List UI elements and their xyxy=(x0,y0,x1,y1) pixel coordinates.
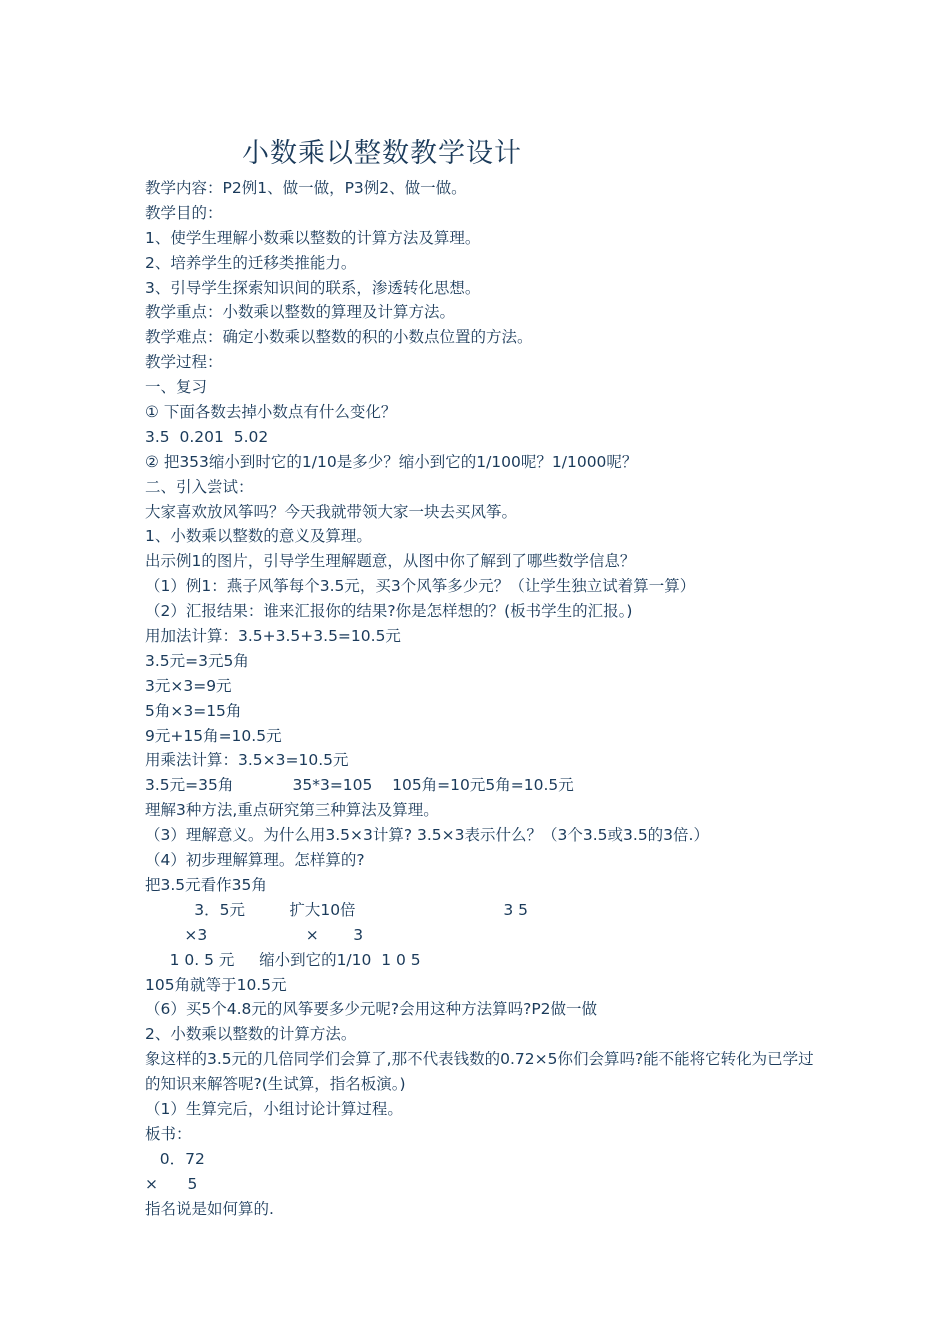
content-line: 教学内容：P2例1、做一做，P3例2、做一做。 xyxy=(145,179,467,197)
section-heading: 二、引入尝试： xyxy=(145,477,254,496)
text-line: 3.5 0.201 5.02 xyxy=(145,427,269,446)
subsection-heading: 2、小数乘以整数的计算方法。 xyxy=(145,1025,357,1044)
section-heading: 一、复习 xyxy=(145,378,208,397)
text-line: 用乘法计算：3.5×3=10.5元 xyxy=(145,751,349,770)
objectives-heading: 教学目的： xyxy=(145,203,223,222)
vertical-calc-line: ×3 × 3 xyxy=(145,925,364,944)
text-line: 3.5元=35角 35*3=105 105角=10元5角=10.5元 xyxy=(145,776,574,795)
process-heading: 教学过程： xyxy=(145,353,223,372)
objective-item: 2、培养学生的迁移类推能力。 xyxy=(145,253,357,272)
text-line: （2）汇报结果：谁来汇报你的结果?你是怎样想的？(板书学生的汇报。) xyxy=(145,602,633,621)
objective-item: 1、使学生理解小数乘以整数的计算方法及算理。 xyxy=(145,228,481,247)
vertical-calc-line: 3．5元 扩大10倍 3 5 xyxy=(145,900,529,919)
text-line: （1）例1：燕子风筝每个3.5元，买3个风筝多少元？（让学生独立试着算一算） xyxy=(145,577,696,596)
key-point-line: 教学重点：小数乘以整数的算理及计算方法。 xyxy=(145,303,456,322)
text-line: 大家喜欢放风筝吗？今天我就带领大家一块去买风筝。 xyxy=(145,502,518,521)
text-line: 出示例1的图片，引导学生理解题意，从图中你了解到了哪些数学信息？ xyxy=(145,552,636,571)
text-line: 3元×3=9元 xyxy=(145,676,232,695)
text-line: 5角×3=15角 xyxy=(145,701,242,720)
text-line: 板书： xyxy=(145,1124,192,1143)
vertical-calc-line: 1 0. 5 元 缩小到它的1/10 1 0 5 xyxy=(145,950,421,969)
text-line: ① 下面各数去掉小数点有什么变化？ xyxy=(145,403,397,422)
text-line: 3.5元=3元5角 xyxy=(145,651,249,670)
text-line: （4）初步理解算理。怎样算的? xyxy=(145,851,365,870)
text-line: 9元+15角=10.5元 xyxy=(145,726,282,745)
text-line: 105角就等于10.5元 xyxy=(145,975,287,994)
subsection-heading: 1、小数乘以整数的意义及算理。 xyxy=(145,527,372,546)
document-title: 小数乘以整数教学设计 xyxy=(242,138,522,169)
text-line: 把3.5元看作35角 xyxy=(145,875,267,894)
objective-item: 3、引导学生探索知识间的联系，渗透转化思想。 xyxy=(145,278,481,297)
text-line: 用加法计算：3.5+3.5+3.5=10.5元 xyxy=(145,627,401,646)
text-line: 指名说是如何算的. xyxy=(145,1199,274,1218)
text-line: （6）买5个4.8元的风筝要多少元呢?会用这种方法算吗?P2做一做 xyxy=(145,1000,598,1019)
vertical-calc-line: × 5 xyxy=(145,1174,198,1193)
text-line: （1）生算完后，小组讨论计算过程。 xyxy=(145,1099,403,1118)
text-paragraph: 象这样的3.5元的几倍同学们会算了,那不代表钱数的0.72×5你们会算吗?能不能将它转化为已学过的知识来解答呢?(生试算，指名板演。) xyxy=(145,1050,814,1094)
difficulty-line: 教学难点：确定小数乘以整数的积的小数点位置的方法。 xyxy=(145,328,533,347)
text-line: （3）理解意义。为什么用3.5×3计算? 3.5×3表示什么？（3个3.5或3.5的3倍.） xyxy=(145,826,709,845)
text-line: 理解3种方法,重点研究第三种算法及算理。 xyxy=(145,801,439,820)
vertical-calc-line: 0．72 xyxy=(145,1149,205,1168)
document-body xyxy=(145,176,825,1221)
text-line: ② 把353缩小到时它的1/10是多少？缩小到它的1/100呢？1/1000呢？ xyxy=(145,452,638,471)
